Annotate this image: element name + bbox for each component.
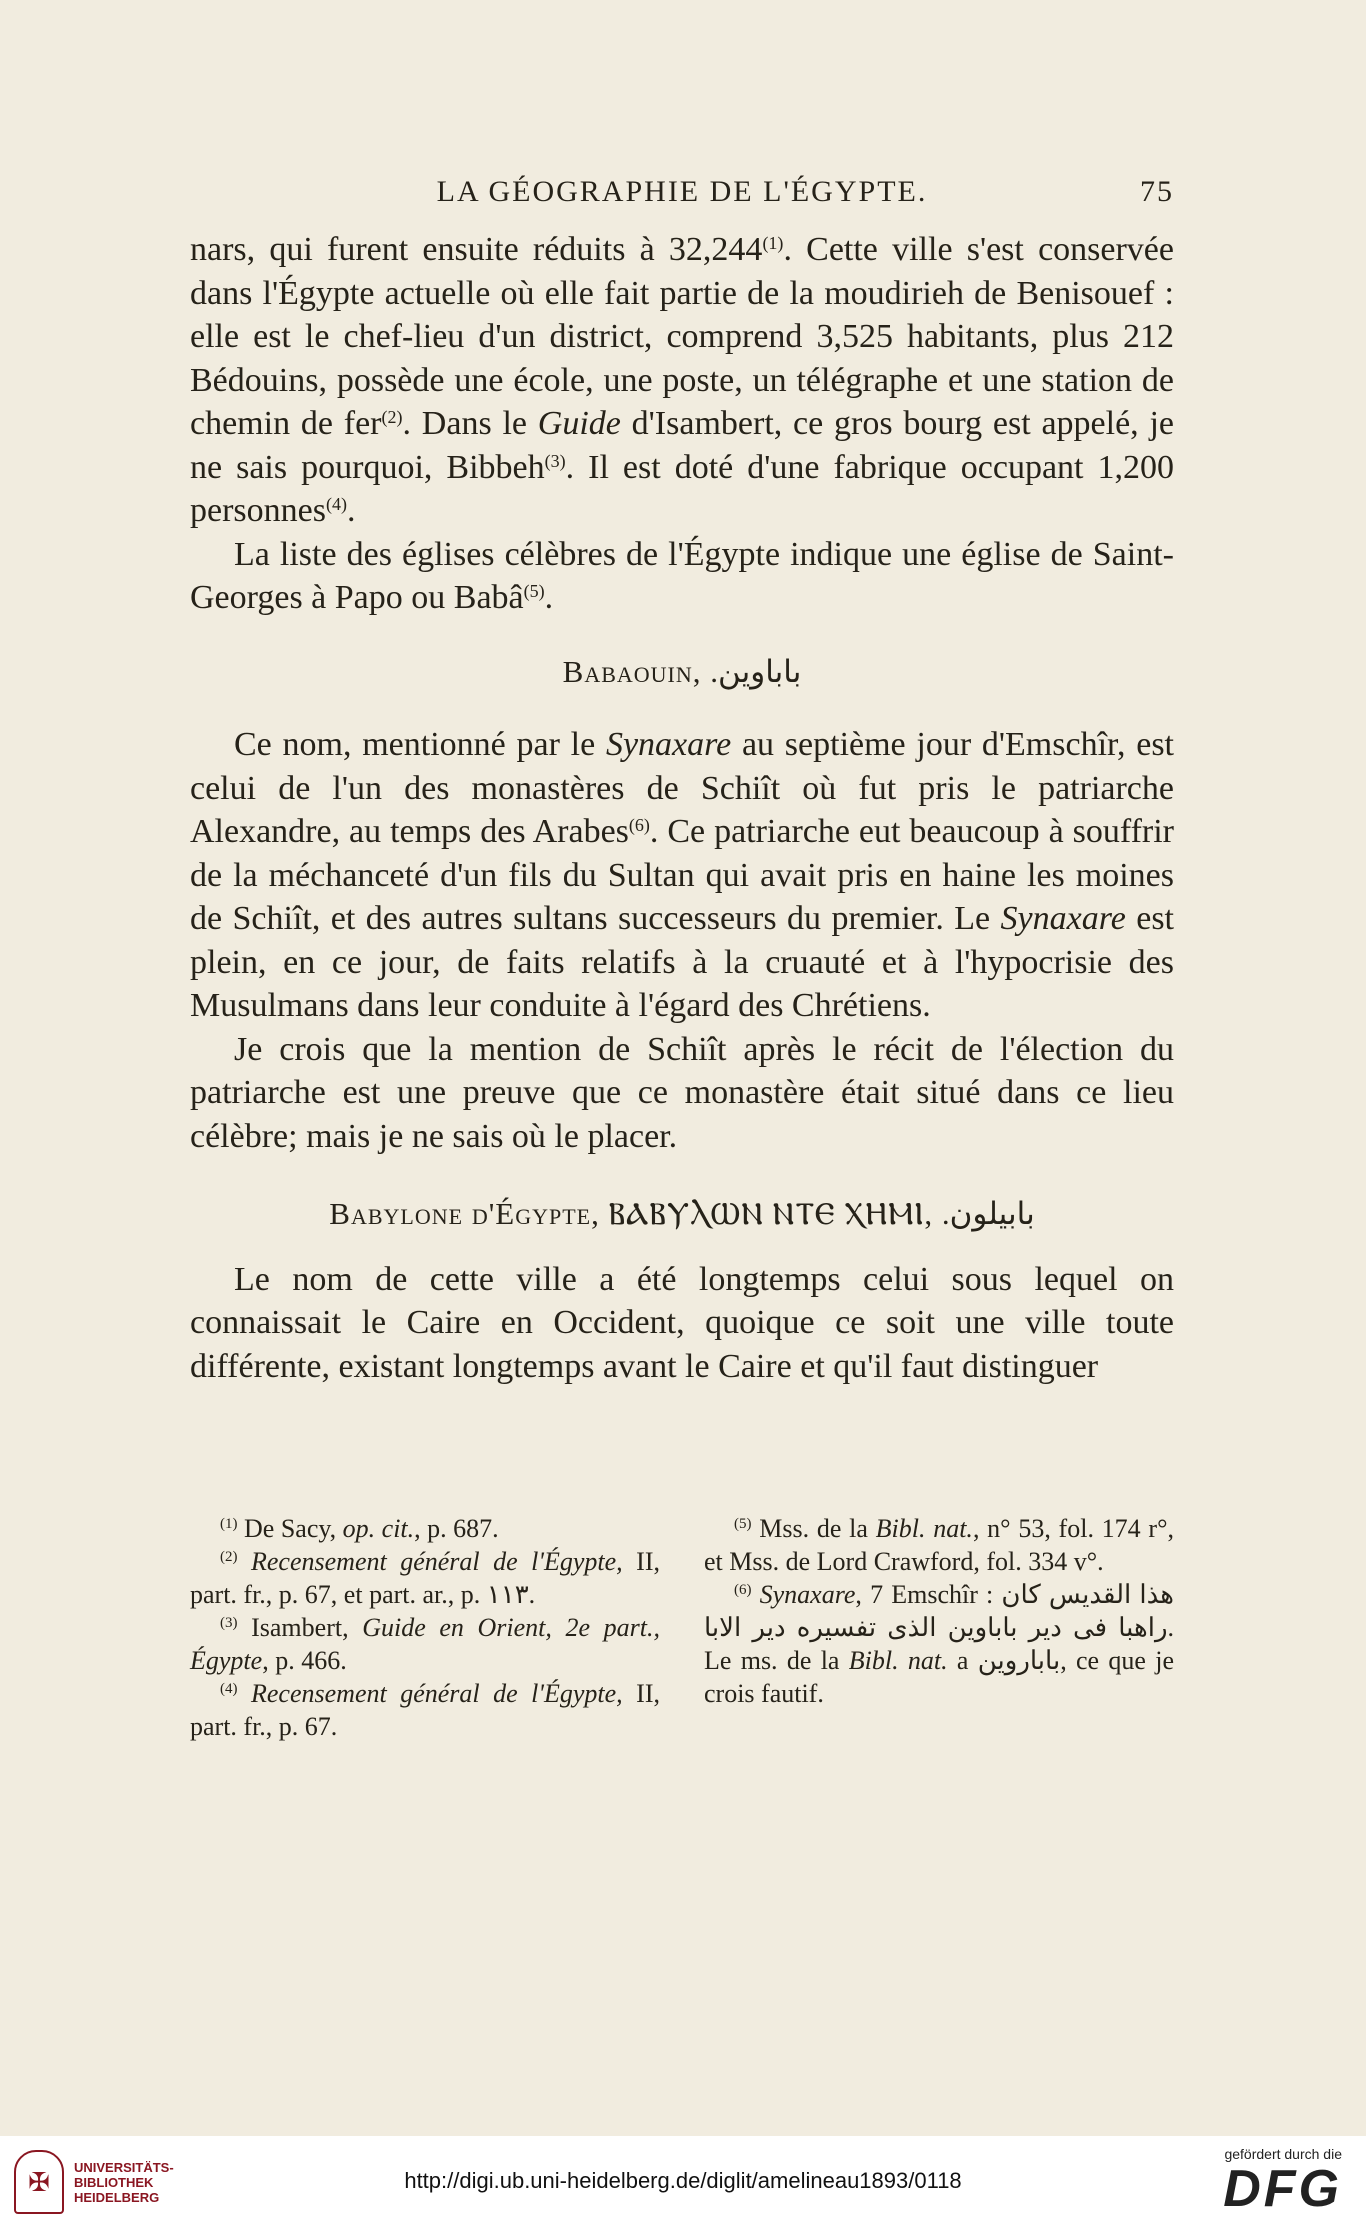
dfg-logo: DFG [1223, 2160, 1342, 2218]
permalink-url[interactable]: http://digi.ub.uni-heidelberg.de/diglit/amelineau1893/0118 [404, 2168, 962, 2193]
footnote-6: $^{(6)}$ Synaxare, 7 Emschîr : هذا القديس كان راهبا فى دير باباوين الذى تفسيره دير الابا. Le ms. de la Bibl. nat. a باباروين, ce que je crois fautif. [704, 1580, 1175, 1708]
main-text [190, 228, 1174, 1388]
footnote-ref-4: (4) [325, 494, 347, 514]
footnote-1: $^{(1)}$ De Sacy, op. cit., p. 687. [220, 1514, 499, 1543]
paragraph-1: nars, qui furent ensuite réduits à 32,244$^{(1)}$. Cette ville s'est conservée dans l'Égypte actuelle où elle fait partie de la moudirieh de Benisouef : elle est le chef-lieu d'un district, comprend 3,525 habitants, plus 212 Bédouins, possède une école, une poste, un télégraphe et une station de chemin de fer$^{(2)}$. Dans le Guide d'Isambert, ce gros bourg est appelé, je ne sais pourquoi, Bibbeh$^{(3)}$. Il est doté d'une fabrique occupant 1,200 personnes$^{(4)}$. [190, 231, 1174, 529]
footnote-3: $^{(3)}$ Isambert, Guide en Orient, 2e part., Égypte, p. 466. [190, 1613, 661, 1675]
paragraph-4: Je crois que la mention de Schiît après le récit de l'élection du patriarche est une preuve que ce monastère était situé dans ce lieu célèbre; mais je ne sais où le placer. [190, 1030, 1174, 1155]
running-head [190, 175, 1174, 209]
running-title: LA GÉOGRAPHIE DE L'ÉGYPTE. [436, 175, 928, 208]
paragraph-2: La liste des églises célèbres de l'Égypte indique une église de Saint-Georges à Papo ou Babâ$^{(5)}$. [190, 535, 1174, 616]
footnote-4: $^{(4)}$ Recensement général de l'Égypte, II, part. fr., p. 67. [190, 1679, 660, 1741]
footnote-ref-3: (3) [544, 450, 566, 471]
funder-logo [1223, 2146, 1342, 2216]
footnote-ref-5: (5) [523, 581, 545, 601]
footnote-ref-1: (1) [762, 233, 784, 253]
section-heading-babylone: Babylone d'Égypte, ⲂⲀⲂⲨⲖⲰⲚ ⲚⲦⲈ ⲬⲎⲘⲒ, بابيلون. [329, 1196, 1035, 1231]
page-number: 75 [1140, 175, 1174, 208]
paragraph-5: Le nom de cette ville a été longtemps celui sous lequel on connaissait le Caire en Occident, quoique ce soit une ville toute différente, existant longtemps avant le Caire et qu'il faut distinguer [190, 1260, 1174, 1385]
library-name: UNIVERSITÄTS- BIBLIOTHEK HEIDELBERG [74, 2159, 174, 2205]
footnotes-right-column [704, 1512, 1174, 1743]
footnotes [190, 1512, 1174, 1743]
digitization-footer [0, 2136, 1366, 2232]
section-heading-babaouin: Babaouin, باباوين. [562, 653, 802, 689]
footnote-5: $^{(5)}$ Mss. de la Bibl. nat., n° 53, fol. 174 r°, et Mss. de Lord Crawford, fol. 334 v°. [704, 1514, 1174, 1576]
university-seal-icon: ✠ [14, 2150, 64, 2214]
footnotes-left-column [190, 1512, 660, 1743]
footnote-2: $^{(2)}$ Recensement général de l'Égypte, II, part. fr., p. 67, et part. ar., p. ١١٣. [190, 1547, 660, 1609]
funded-by-label: gefördert durch die [1224, 2146, 1342, 2162]
footnote-ref-6: (6) [628, 815, 650, 835]
footnote-ref-2: (2) [381, 407, 403, 427]
paragraph-3: Ce nom, mentionné par le Synaxare au septième jour d'Emschîr, est celui de l'un des monastères de Schiît où fut pris le patriarche Alexandre, au temps des Arabes$^{(6)}$. Ce patriarche eut beaucoup à souffrir de la méchanceté d'un fils du Sultan qui avait pris en haine les moines de Schiît, et des autres sultans successeurs du premier. Le Synaxare est plein, en ce jour, de faits relatifs à la cruauté et à l'hypocrisie des Musulmans dans leur conduite à l'égard des Chrétiens. [190, 726, 1175, 1024]
